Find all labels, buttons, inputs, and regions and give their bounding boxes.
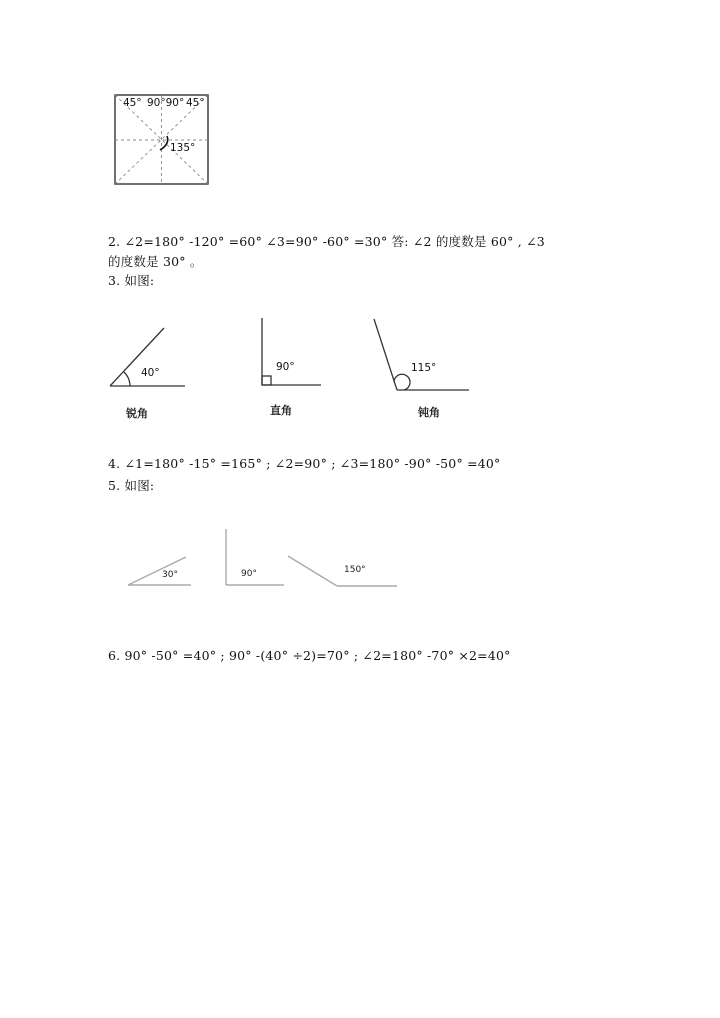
answer-6: 6. 90° -50° =40° ; 90° -(40° ÷2)=70° ; ∠2=180° -70° ×2=40° [108,648,511,663]
answer-2-line-1: 2. ∠2=180° -120° =60° ∠3=90° -60° =30° 答: ∠2 的度数是 60° , ∠3 [108,234,545,249]
right-angle-label: 90° [276,361,295,373]
answer-5: 5. 如图: [108,478,155,493]
square-angle-figure [110,92,214,188]
angle-30-label: 30° [162,570,178,580]
angle-drawings-figure [120,522,410,596]
label-center: 135° [170,142,196,154]
right-angle [262,318,321,385]
acute-angle-label: 40° [141,367,160,379]
obtuse-angle-name: 钝角 [418,406,440,419]
angle-150-arm [288,556,337,586]
answer-2-line-2: 的度数是 30° 。 [108,254,203,269]
obtuse-angle [374,319,469,390]
obtuse-angle-label: 115° [411,362,437,374]
label-top-right: 45° [186,97,205,109]
answer-4: 4. ∠1=180° -15° =165° ; ∠2=90° ; ∠3=180° -90° -50° =40° [108,456,501,471]
answer-3: 3. 如图: [108,273,155,288]
angle-150-label: 150° [344,565,366,575]
label-top-middle: 90°90° [147,97,185,109]
right-angle-name: 直角 [270,404,292,417]
label-top-left: 45° [123,97,142,109]
acute-angle-name: 锐角 [126,407,148,420]
angle-types-figure [100,310,480,430]
angle-90-label: 90° [241,569,257,579]
